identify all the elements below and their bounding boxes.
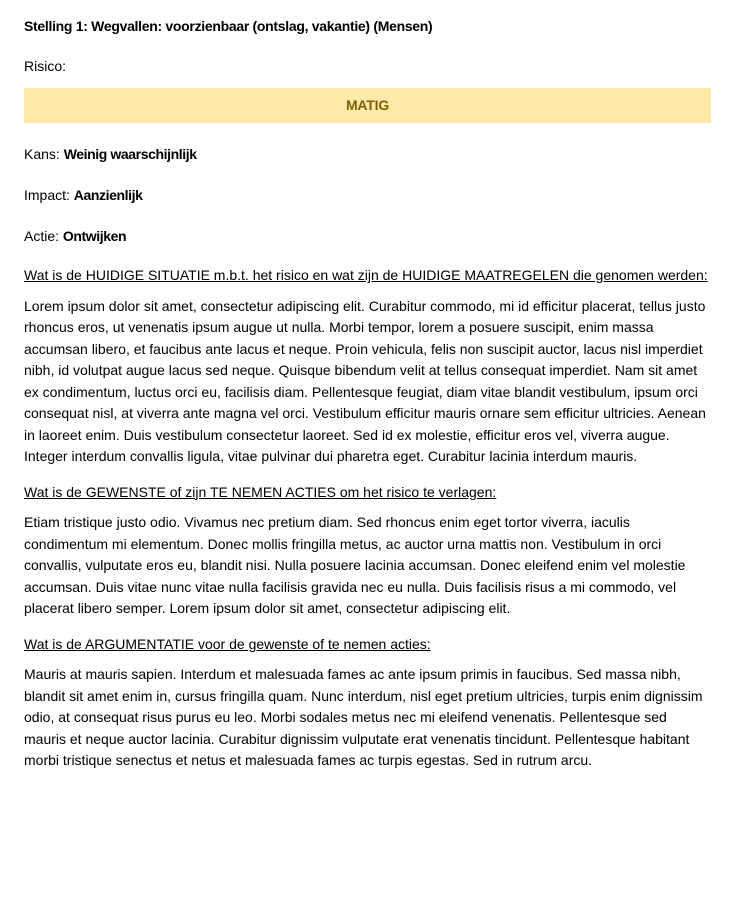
risk-level-text: MATIG: [345, 97, 390, 113]
document-title: Stelling 1: Wegvallen: voorzienbaar (ontslag, vakantie) (Mensen): [24, 18, 433, 34]
section-desired-actions-body: Etiam tristique justo odio. Vivamus nec pretium diam. Sed rhoncus enim eget tortor viverra, iaculis condimentum mi elementum. Donec mollis fringilla metus, ac auctor urna mattis non. Vestibulum in orci convallis, vulputate eros eu, blandit nisi. Nulla posuere lacinia accumsan. Donec eleifend enim vel molestie accumsan. Duis vitae nunc vitae nulla facilisis gravida nec eu nulla. Duis facilisis risus a mi commodo, vel placerat libero semper. Lorem ipsum dolor sit amet, consectetur adipiscing elit.: [24, 514, 686, 616]
field-actie: [24, 227, 711, 245]
section-argumentation-heading: Wat is de ARGUMENTATIE voor de gewenste of te nemen acties:: [24, 635, 431, 652]
section-current-situation-body: Lorem ipsum dolor sit amet, consectetur adipiscing elit. Curabitur commodo, mi id efficitur placerat, tellus justo rhoncus eros, ut venenatis ipsum augue ut nulla. Morbi tempor, lorem a posuere suscipit, enim massa accumsan libero, et faucibus ante lacus et neque. Proin vehicula, felis non suscipit auctor, lacus nisl imperdiet nibh, id volutpat augue lacus sed neque. Quisque bibendum velit at tellus consequat imperdiet. Nam sit amet ex condimentum, luctus orci eu, facilisis diam. Pellentesque feugiat, diam vitae blandit vestibulum, ipsum orci consequat nisl, at viverra ante magna vel orci. Vestibulum efficitur mauris ornare sem efficitur ultricies. Aenean in laoreet enim. Duis vestibulum consectetur laoreet. Sed id ex molestie, efficitur eros vel, viverra augue. Integer interdum convallis ligula, vitae pulvinar dui pharetra eget. Curabitur lacinia interdum mauris.: [24, 297, 706, 464]
risk-label: Risico:: [24, 58, 67, 74]
field-actie-label: Actie:: [24, 228, 63, 244]
field-impact: [24, 186, 711, 204]
field-impact-label: Impact:: [24, 187, 74, 203]
field-kans-value: Weinig waarschijnlijk: [63, 146, 197, 162]
section-current-situation-heading: Wat is de HUIDIGE SITUATIE m.b.t. het risico en wat zijn de HUIDIGE MAATREGELEN die genomen werden:: [24, 267, 708, 283]
field-kans-label: Kans:: [24, 146, 64, 162]
field-impact-value: Aanzienlijk: [73, 187, 143, 203]
field-kans: [24, 145, 711, 163]
risk-level-banner: [24, 88, 711, 123]
section-argumentation-body: Mauris at mauris sapien. Interdum et malesuada fames ac ante ipsum primis in faucibus. Sed massa nibh, blandit sit amet enim in, cursus fringilla quam. Nunc interdum, nisl eget pretium ultricies, turpis enim dignissim odio, at consequat risus purus eu leo. Morbi sodales metus nec mi eleifend venenatis. Pellentesque sed mauris et neque auctor lacinia. Curabitur dignissim vulputate erat venenatis tincidunt. Pellentesque habitant morbi tristique senectus et netus et malesuada fames ac turpis egestas. Sed in rutrum arcu.: [24, 666, 703, 768]
section-desired-actions-heading: Wat is de GEWENSTE of zijn TE NEMEN ACTIES om het risico te verlagen:: [24, 483, 497, 500]
field-actie-value: Ontwijken: [62, 228, 127, 244]
